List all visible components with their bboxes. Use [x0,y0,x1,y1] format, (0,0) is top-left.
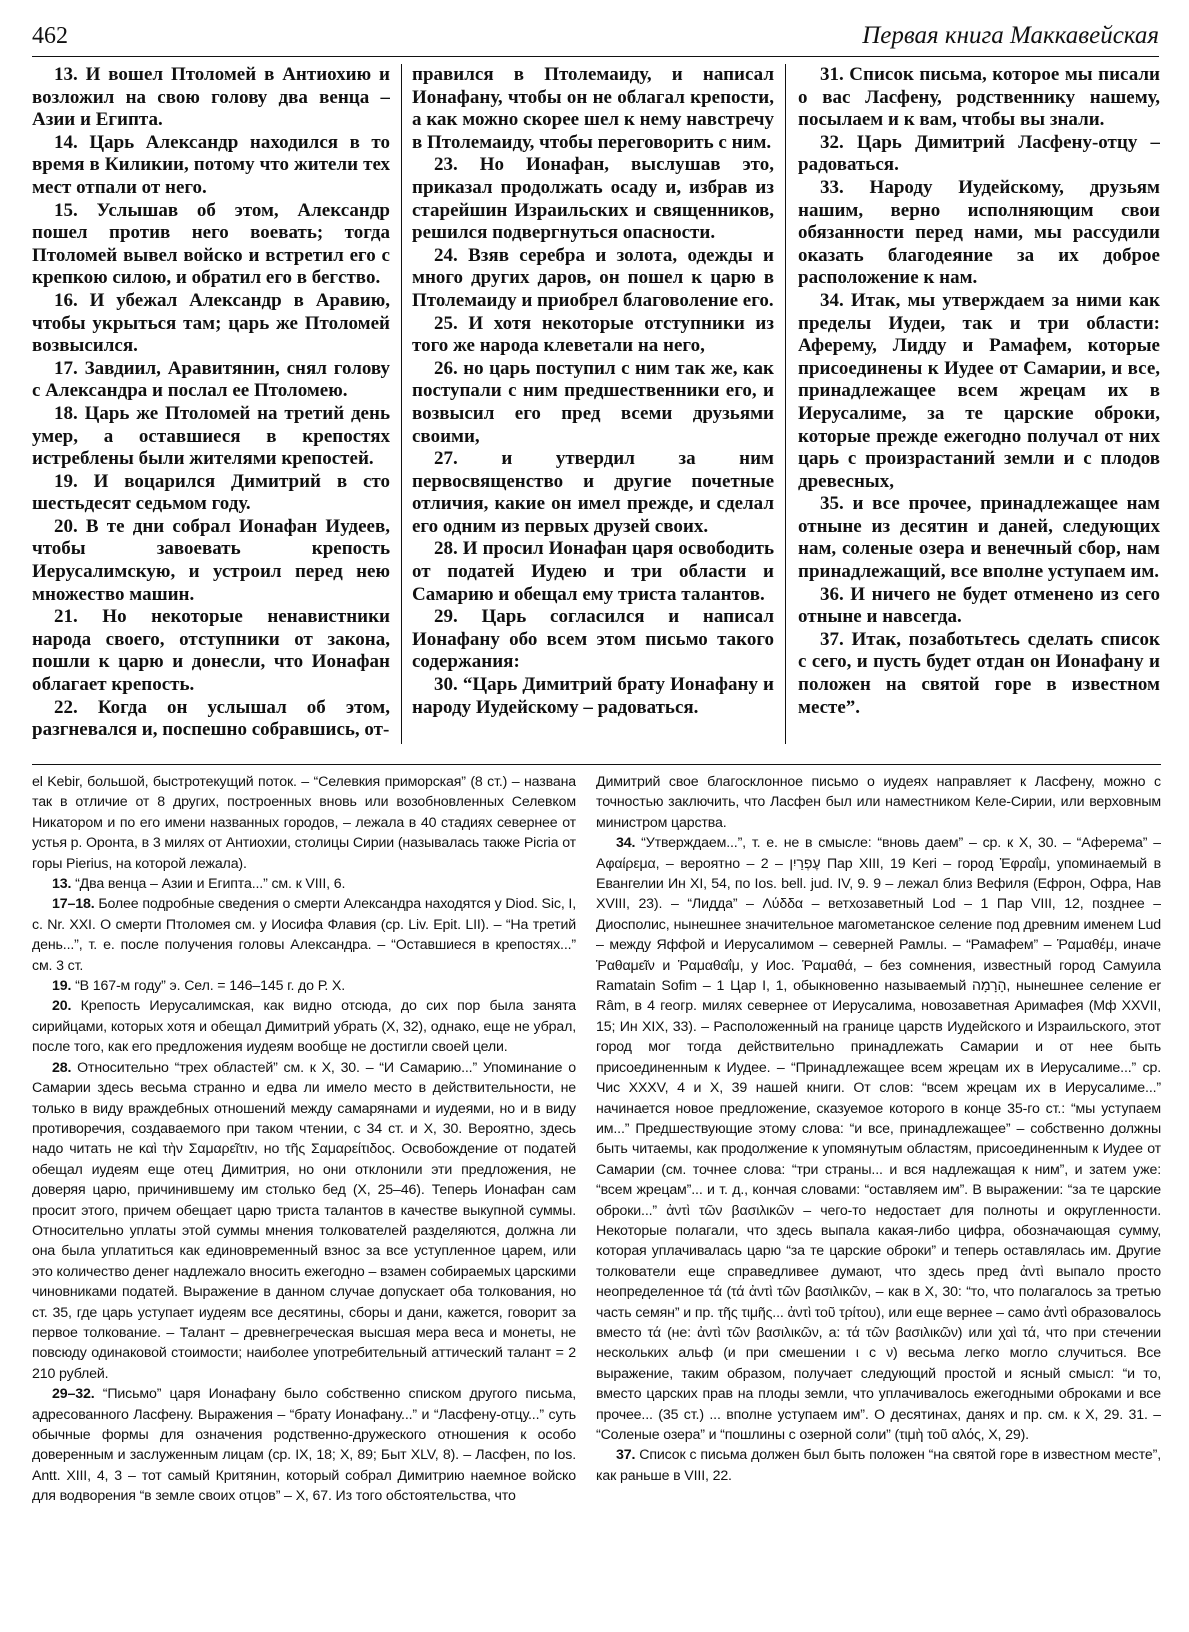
verse-text-block [32,64,1161,756]
commentary-ref: 19. [52,978,72,995]
verse-paragraph: 37. Итак, позаботьтесь сделать список с сего, и пусть будет отдан он Ионафану и положен на святой горе в известном месте”. [798,628,1160,718]
verse-paragraph: 36. И ничего не будет отменено из сего отныне и навсегда. [798,583,1160,628]
verse-paragraph: 34. Итак, мы утверждаем за ними как пределы Иудеи, так и три области: Аферему, Лидду и Рамафем, которые присоединены к Иудее от Самарии, и все, принадлежащее всем жрецам их в Иерусалиме, за те царские оброки, которые прежде ежегодно получал от них царь с произрастаний земли и с плодов древесных, [798,289,1160,492]
commentary-ref: 37. [616,1447,636,1464]
verse-paragraph: 13. И вошел Птоломей в Антиохию и возложил на свою голову два венца – Азии и Египта. [32,64,390,131]
commentary-text: Более подробные сведения о смерти Александра находятся у Diod. Sic, I, c. Nr. XXI. О смерти Птоломея см. у Иосифа Флавия (ср. Liv. Epit. LII). – “На третий день...”, т. е. после получения головы Александра. – “Оставшиеся в крепостях...” см. 3 ст. [32,896,576,974]
verse-column-3 [798,64,1160,756]
commentary-text: “Два венца – Азии и Египта...” см. к VIII, 6. [75,876,346,893]
verse-paragraph: 19. И воцарился Димитрий в сто шестьдесят седьмом году. [32,470,390,515]
verse-paragraph: 17. Завдиил, Аравитянин, снял голову с Александра и послал ее Птоломею. [32,357,390,402]
verse-paragraph: 28. И просил Ионафан царя освободить от податей Иудею и три области и Самарию и обещал ему триста талантов. [412,538,774,605]
commentary-paragraph [32,996,576,1057]
commentary-ref: 17–18. [52,896,95,913]
verse-paragraph: 16. И убежал Александр в Аравию, чтобы укрыться там; царь же Птоломей возвысился. [32,289,390,357]
footnote-separator [32,764,1161,765]
verse-paragraph: 30. “Царь Димитрий брату Ионафану и народу Иудейскому – радоваться. [412,674,774,718]
commentary-paragraph [32,1058,576,1385]
verse-paragraph: 24. Взяв серебра и золота, одежды и много других даров, он пошел к царю в Птолемаиду и приобрел благоволение его. [412,244,774,311]
verse-paragraph: 35. и все прочее, принадлежащее нам отныне из десятин и даней, следующих нам, соленые озера и венечный сбор, нам принадлежащий, все вполне уступаем им. [798,493,1160,583]
verse-paragraph: 22. Когда он услышал об этом, разгневался и, поспешно собравшись, от- [32,696,390,741]
verse-paragraph: 23. Но Ионафан, выслушав это, приказал продолжать осаду и, избрав из старейшин Израильских и священников, решился подвергнуться опасности. [412,154,774,244]
verse-column-2 [412,64,774,756]
verse-paragraph: 32. Царь Димитрий Ласфену-отцу – радоваться. [798,131,1160,176]
commentary-text: Список с письма должен был быть положен “на святой горе в известном месте”, как раньше в VIII, 22. [596,1447,1161,1484]
verse-paragraph: 26. но царь поступил с ним так же, как поступали с ним предшественники его, и возвысил его пред всеми друзьями своими, [412,357,774,447]
commentary-continuation: el Kebir, большой, быстротекущий поток. – “Селевкия приморская” (8 ст.) – названа так в отличие от 8 других, построенных вновь или возобновленных Селевком Никатором и по его имени названных городов, – лежала в 40 стадиях севернее от устья р. Оронта, в 3 милях от Антиохии, столицы Сирии (называлась также Picria от горы Pierius, на которой лежала). [32,774,576,872]
verse-paragraph: 18. Царь же Птоломей на третий день умер, а оставшиеся в крепостях истреблены были жителями крепостей. [32,402,390,470]
commentary-text: Крепость Иерусалимская, как видно отсюда, до сих пор была занята сирийцами, которых хотя и обещал Димитрий убрать (Х, 32), однако, еще не убрал, после того, как его предложения иудеям вообще не достигли своей цели. [32,998,576,1056]
verse-paragraph: 33. Народу Иудейскому, друзьям нашим, верно исполняющим свои обязанности перед нами, мы рассудили оказать благодеяние за их доброе расположение к нам. [798,176,1160,289]
page-number: 462 [32,23,68,49]
commentary-paragraph [32,976,576,996]
commentary-paragraph [32,1384,576,1506]
commentary-text: “В 167-м году” э. Сел. = 146–145 г. до Р. Х. [75,978,346,995]
commentary-paragraph [32,894,576,976]
commentary-ref: 34. [616,835,636,852]
verse-paragraph: 14. Царь Александр находился в то время в Киликии, потому что жители тех мест отпали от него. [32,131,390,198]
running-header [32,14,1159,57]
commentary-text: Относительно “трех областей” см. к Х, 30. – “И Самарию...” Упоминание о Самарии здесь весьма странно и едва ли имело место в действительности, не только в виду враждебных отношений между самарянами и иудеями, но и в виду противоречия, создаваемого при таком чтении, с 34 ст. и Х, 30. Вероятно, здесь надо читать не καὶ τὴν Σαμαρεῖτιν, но τῆς Σαμαρείτιδος. Освобождение от податей обещал иудеям еще отец Димитрия, но они отклонили эти предложения, не доверяя царю, причинившему им столько бед (Х, 25–46). Теперь Ионафан сам просит этого, причем обещает царю триста талантов в качестве выкупной суммы. Относительно уплаты этой суммы мнения толкователей разделяются, должна ли она была уплатиться как единовременный взнос за все уступленное царем, или это количество денег надлежало вносить ежегодно – взамен собираемых царскими чиновниками податей. Выражение в данном случае допускает оба толкования, но ст. 35, где царь уступает иудеям все десятины, сборы и дани, кажется, говорит за первое толкование. – Талант – древнегреческая высшая мера веса и монеты, не повсюду одинаковой стоимости; наиболее употребительный аттический талант = 2 210 рублей. [32,1059,576,1382]
verse-continuation: правился в Птолемаиду, и написал Ионафану, чтобы он не облагал крепости, а как можно скорее шел к нему навстречу в Птолемаиду, чтобы переговорить с ним. [412,64,774,153]
commentary-column-1 [32,772,576,1624]
verse-paragraph: 20. В те дни собрал Ионафан Иудеев, чтобы завоевать крепость Иерусалимскую, и устроил перед нею множество машин. [32,515,390,605]
verse-paragraph: 15. Услышав об этом, Александр пошел против него воевать; тогда Птоломей вывел войско и встретил его с крепкою силою, и обратил его в бегство. [32,199,390,289]
commentary-paragraph [596,1445,1161,1486]
commentary-ref: 28. [52,1059,72,1076]
commentary-ref: 13. [52,876,72,893]
verse-paragraph: 25. И хотя некоторые отступники из того же народа клеветали на него, [412,312,774,357]
commentary-text: “Утверждаем...”, т. е. не в смысле: “вновь даем” – ср. к Х, 30. – “Аферема” – Αφαίρεμα, – вероятно – עֶפְרַיִן – 2 Пар XIII, 19 Keri – город Ἐφραΐμ, упоминаемый в Евангелии Ин XI, 54, по Ios. bell. jud. IV, 9. 9 – лежал близ Вефиля (Ефрон, Офра, Нав XVIII, 23). – “Лидда” – Λύδδα – ветхозаветный Lod – 1 Пар VIII, 12, позднее – Диосполис, нынешнее значительное магометанское селение под древним именем Lud – между Яффой и Иерусалимом – северней Рамлы. – “Рамафем” – Ῥαμαθέμ, иначе Ῥαθαμεῖν и Ῥαμαθαΐμ, у Иос. Ῥαμαθά, – без сомнения, известный город Самуила Ramatain Sofim – 1 Цар I, 1, обыкновенно называемый הָרָמָה, нынешнее селение er Râm, в 4 геогр. милях севернее от Иерусалима, новозаветная Аримафея (Мф XXVII, 15; Ин XIX, 33). – Расположенный на границе царств Иудейского и Израильского, этот город мог тогда действительно принадлежать Самарии и от нее быть присоединенным к Иудее. – “Принадлежащее всем жрецам их в Иерусалиме...” ср. Чис XXXV, 4 и Х, 39 нашей книги. От слов: “всем жрецам их в Иерусалиме...” начинается новое предложение, сказуемое которого в конце 35-го ст.: “мы уступаем им...” Предшествующие этому слова: “и все, принадлежащее” – собственно должны быть читаемы, как продолжение к упомянутым областям, присоединенным к Иудее от Самарии (см. точнее слова: “три страны... и вся надлежащая к ним”, и затем уже: “всем жрецам”... и т. д., кончая словами: “оставляем им”. В выражении: “за те царские оброки...” ἀντὶ τῶν βασιλικῶν – чего-то недостает для полноты и округленности. Некоторые полагали, что здесь выпала какая-либо цифра, обозначающая сумму, которая уплачивалась царю “за те царские оброки” и теперь оставлялась им. Другие толкователи еще справедливее думают, что здесь пред ἀντὶ выпало просто неопределенное τά (τά ἀντὶ τῶν βασιλικῶν, – как в Х, 30: “то, что полагалось за третью часть семян” и пр. τῆς τιμῆς... ἀντὶ τοῦ τρίτου), или еще вернее – само ἀντὶ образовалось вместо τά (не: ἀντὶ τῶν βασιλικῶν, а: τά τῶν βασιλικῶν) или χαὶ τά, что при стечении нескольких альф (и при смешении ι с ν) весьма легко могло случиться. Все выражение, таким образом, получает следующий простой и ясный смысл: “и то, вместо царских прав на плоды земли, что уплачивалось ежегодными оброками и все прочее... (35 ст.) ... вполне уступаем им”. О десятинах, данях и пр. см. к Х, 29. 31. – “Соленые озера” и “пошлины с озерной соли” (τιμὴ τοῦ αλός, Х, 29). [596,835,1161,1443]
verse-paragraph: 31. Список письма, которое мы писали о вас Ласфену, родственнику нашему, посылаем и к вам, чтобы вы знали. [798,64,1160,131]
commentary-column-2 [596,772,1161,1624]
commentary-paragraph [32,874,576,894]
commentary-text: “Письмо” царя Ионафану было собственно списком другого письма, адресованного Ласфену. Выражения – “брату Ионафану...” и “Ласфену-отцу...” суть обычные формы для означения родственно-дружеского отношения к особо доверенным и заслуженным лицам (ср. IX, 18; Х, 89; Быт XLV, 8). – Ласфен, по Ios. Antt. XIII, 4, 3 – тот самый Критянин, который собрал Димитрию наемное войско для водворения “в земле своих отцов” – Х, 67. Из того обстоятельства, что [32,1386,576,1505]
column-divider [785,64,786,744]
book-title: Первая книга Маккавейская [862,22,1159,49]
column-divider [401,64,402,744]
verse-paragraph: 29. Царь согласился и написал Ионафану обо всем этом письмо такого содержания: [412,606,774,673]
verse-column-1 [32,64,390,756]
verse-paragraph: 27. и утвердил за ним первосвященство и другие почетные отличия, какие он имел прежде, и сделал его одним из первых друзей своих. [412,448,774,537]
commentary-continuation: Димитрий свое благосклонное письмо о иудеях направляет к Ласфену, можно с точностью заключить, что Ласфен был или наместником Келе-Сирии, или верховным министром царства. [596,774,1161,831]
commentary-ref: 20. [52,998,72,1015]
commentary-paragraph [596,833,1161,1445]
commentary-ref: 29–32. [52,1386,95,1403]
verse-paragraph: 21. Но некоторые ненавистники народа своего, отступники от закона, пошли к царю и донесли, что Ионафан облагает крепость. [32,606,390,696]
commentary-block [32,772,1161,1624]
